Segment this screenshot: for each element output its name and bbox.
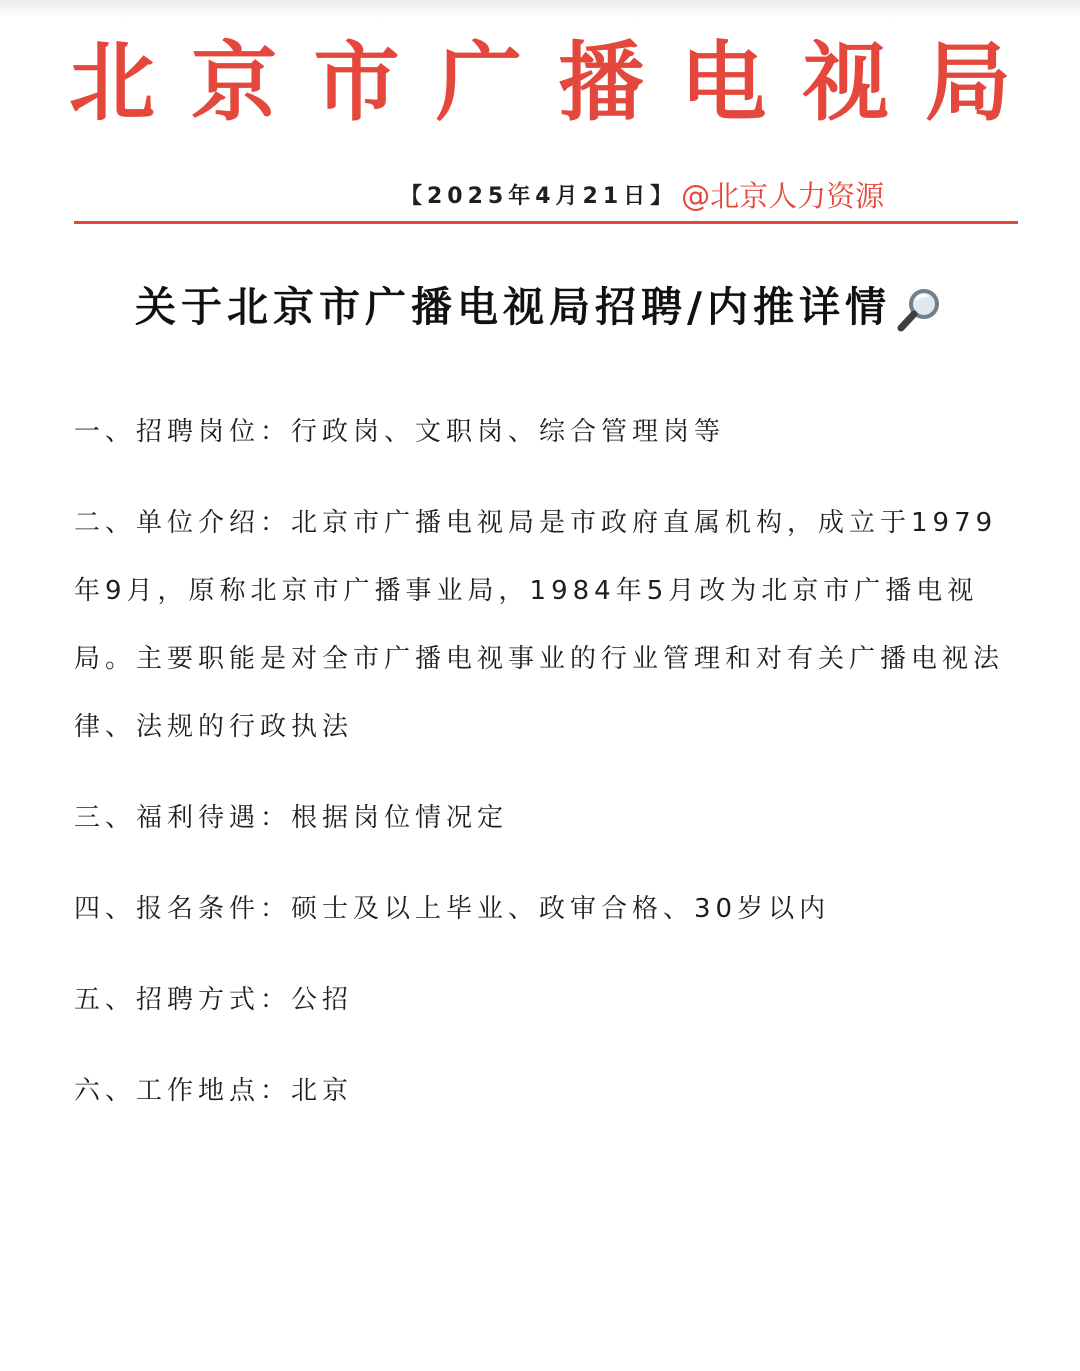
header-divider [74, 221, 1018, 224]
page-title-text: 关于北京市广播电视局招聘/内推详情 [135, 283, 891, 331]
masthead-char: 电 [680, 32, 767, 133]
masthead-char: 视 [802, 32, 889, 133]
section-label: 四、报名条件： [74, 894, 292, 924]
top-edge-shadow [0, 0, 1080, 18]
masthead-char: 广 [435, 32, 522, 133]
section-location [74, 1057, 1018, 1125]
section-content: 硕士及以上毕业、政审合格、30岁以内 [291, 894, 831, 924]
section-content: 公招 [291, 985, 354, 1015]
masthead-title [60, 28, 1020, 138]
section-content: 北京 [291, 1076, 354, 1106]
magnifier-icon [893, 284, 945, 336]
section-recruit-method [74, 966, 1018, 1034]
section-label: 三、福利待遇： [74, 803, 292, 833]
section-requirements [74, 875, 1018, 943]
section-introduction [74, 489, 1018, 761]
publish-date: 【2025年4月21日】 [400, 183, 678, 209]
masthead-char: 市 [313, 32, 400, 133]
section-content: 北京市广播电视局是市政府直属机构，成立于1979年9月，原称北京市广播事业局，1984年5月改为北京市广播电视局。主要职能是对全市广播电视事业的行业管理和对有关广播电视法律、法规的行政执法 [74, 508, 1005, 742]
masthead-char: 播 [558, 32, 645, 133]
masthead-char: 京 [191, 32, 278, 133]
masthead-char: 局 [924, 32, 1011, 133]
section-positions [74, 398, 1018, 466]
job-details [74, 398, 1018, 1148]
section-label: 二、单位介绍： [74, 508, 292, 538]
source-account: @北京人力资源 [681, 178, 885, 213]
section-content: 根据岗位情况定 [291, 803, 509, 833]
section-content: 行政岗、文职岗、综合管理岗等 [291, 417, 726, 447]
section-benefits [74, 784, 1018, 852]
section-label: 一、招聘岗位： [74, 417, 292, 447]
section-label: 六、工作地点： [74, 1076, 292, 1106]
masthead-char: 北 [69, 32, 155, 133]
section-label: 五、招聘方式： [74, 985, 292, 1015]
page-title [40, 276, 1040, 338]
dateline [400, 172, 884, 216]
